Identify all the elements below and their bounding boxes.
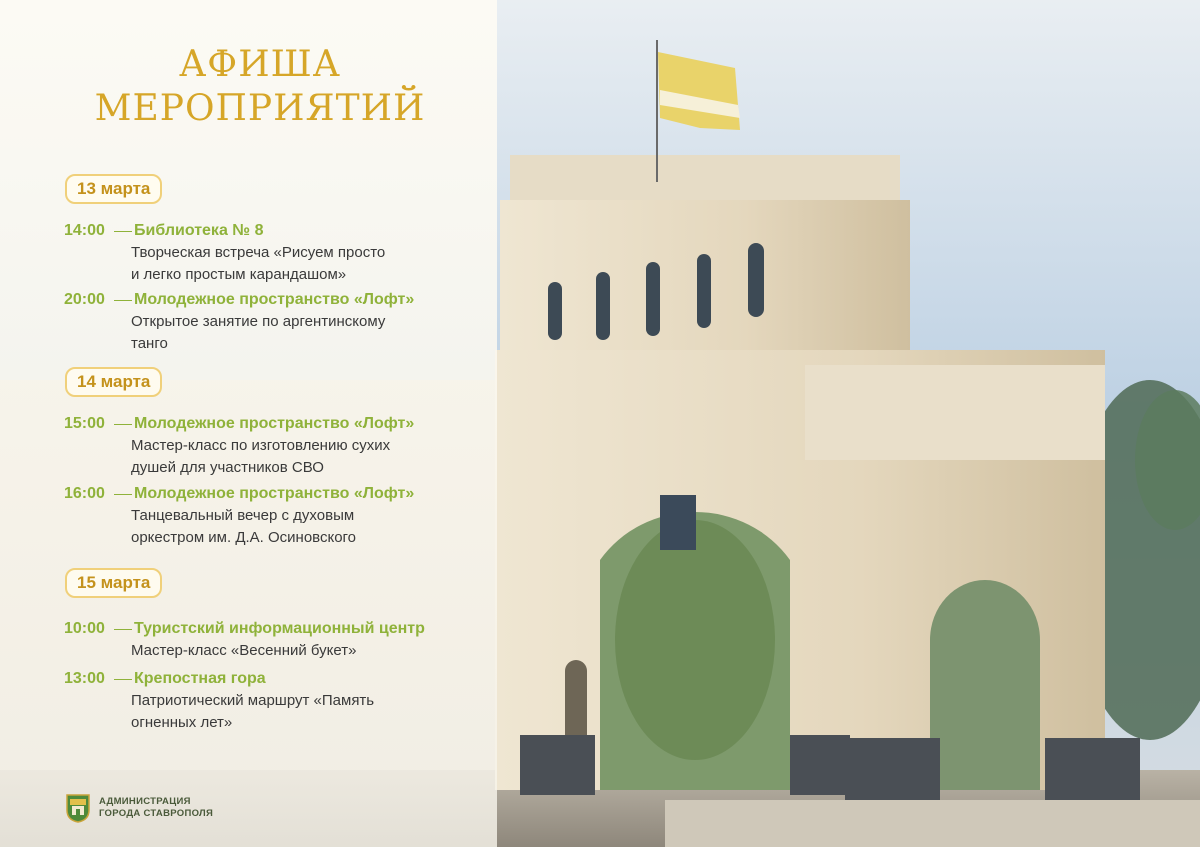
event-time: 13:00 [64, 670, 105, 687]
date-badge-15-march: 15 марта [65, 568, 162, 598]
administration-logo [65, 793, 213, 823]
time-dash [114, 424, 132, 425]
event-item [64, 289, 484, 355]
event-description-line: душей для участников СВО [131, 459, 324, 476]
event-description [131, 505, 461, 549]
event-item [64, 483, 484, 549]
time-dash [114, 300, 132, 301]
event-time: 20:00 [64, 291, 105, 308]
poster-title-line2: МЕРОПРИЯТИЙ [94, 88, 426, 129]
event-description [131, 690, 461, 734]
event-venue: Библиотека № 8 [134, 222, 264, 239]
event-item [64, 413, 484, 479]
time-dash [114, 231, 132, 232]
event-item [64, 220, 484, 286]
event-description-line: Творческая встреча «Рисуем просто [131, 244, 386, 261]
time-dash [114, 679, 132, 680]
city-emblem-icon [65, 793, 91, 823]
time-dash [114, 494, 132, 495]
event-description-line: Танцевальный вечер с духовым [131, 507, 355, 524]
event-time: 16:00 [64, 485, 105, 502]
date-badge-14-march: 14 марта [65, 367, 162, 397]
event-description-line: огненных лет» [131, 714, 233, 731]
event-description [131, 435, 461, 479]
organization-name [99, 796, 213, 820]
event-time: 15:00 [64, 415, 105, 432]
event-venue: Молодежное пространство «Лофт» [134, 415, 415, 432]
event-item [64, 668, 484, 734]
event-description-line: Мастер-класс «Весенний букет» [131, 642, 357, 659]
event-description-line: Открытое занятие по аргентинскому [131, 313, 386, 330]
time-dash [114, 629, 132, 630]
event-description [131, 242, 461, 286]
organization-name-line: ГОРОДА СТАВРОПОЛЯ [99, 808, 214, 819]
event-venue: Туристский информационный центр [134, 620, 425, 637]
event-description-line: оркестром им. Д.А. Осиновского [131, 529, 357, 546]
event-time: 10:00 [64, 620, 105, 637]
event-time: 14:00 [64, 222, 105, 239]
event-description-line: Мастер-класс по изготовлению сухих [131, 437, 391, 454]
event-item [64, 618, 484, 662]
event-venue: Крепостная гора [134, 670, 266, 687]
date-badge-13-march: 13 марта [65, 174, 162, 204]
event-description [131, 311, 461, 355]
event-description [131, 640, 461, 662]
event-description-line: и легко простым карандашом» [131, 266, 347, 283]
event-description-line: танго [131, 335, 168, 352]
organization-name-line: АДМИНИСТРАЦИЯ [99, 796, 191, 807]
poster-title-line1: АФИША [179, 44, 341, 85]
event-venue: Молодежное пространство «Лофт» [134, 485, 415, 502]
event-description-line: Патриотический маршрут «Память [131, 692, 375, 709]
event-venue: Молодежное пространство «Лофт» [134, 291, 415, 308]
